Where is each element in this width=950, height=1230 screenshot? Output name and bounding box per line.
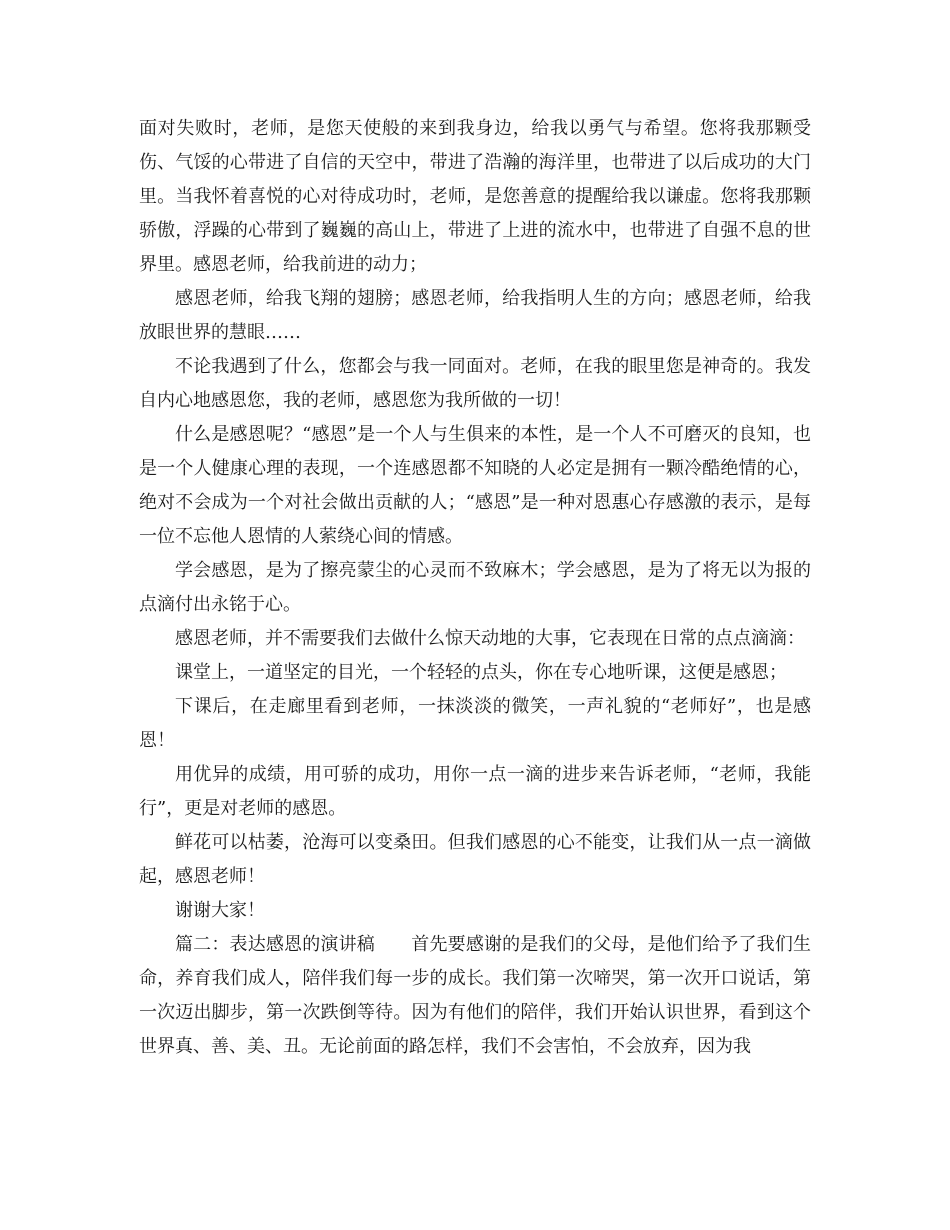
document-page [139,112,811,1064]
paragraph: 感恩老师，给我飞翔的翅膀；感恩老师，给我指明人生的方向；感恩老师，给我放眼世界的慧眼…… [139,288,811,343]
paragraph: 用优异的成绩，用可骄的成功，用你一点一滴的进步来告诉老师，“老师，我能行”，更是对老师的感恩。 [139,764,811,819]
paragraph: 不论我遇到了什么，您都会与我一同面对。老师，在我的眼里您是神奇的。我发自内心地感恩您，我的老师，感恩您为我所做的一切！ [139,356,811,411]
paragraph: 篇二：表达感恩的演讲稿 首先要感谢的是我们的父母，是他们给予了我们生命，养育我们成人，陪伴我们每一步的成长。我们第一次啼哭，第一次开口说话，第一次迈出脚步，第一次跌倒等待。因为有他们的陪伴，我们开始认识世界，看到这个世界真、善、美、丑。无论前面的路怎样，我们不会害怕，不会放弃，因为我 [139,934,811,1057]
paragraph: 感恩老师，并不需要我们去做什么惊天动地的大事，它表现在日常的点点滴滴： [175,628,805,649]
paragraph: 什么是感恩呢？“感恩”是一个人与生俱来的本性，是一个人不可磨灭的良知，也是一个人健康心理的表现，一个连感恩都不知晓的人必定是拥有一颗冷酷绝情的心，绝对不会成为一个对社会做出贡献的人；“感恩”是一种对恩惠心存感激的表示，是每一位不忘他人恩情的人萦绕心间的情感。 [139,424,811,547]
paragraph: 鲜花可以枯萎，沧海可以变桑田。但我们感恩的心不能变，让我们从一点一滴做起，感恩老师！ [139,832,811,887]
paragraph: 面对失败时，老师，是您天使般的来到我身边，给我以勇气与希望。您将我那颗受伤、气馁的心带进了自信的天空中，带进了浩瀚的海洋里，也带进了以后成功的大门里。当我怀着喜悦的心对待成功时，老师，是您善意的提醒给我以谦虚。您将我那颗骄傲，浮躁的心带到了巍巍的高山上，带进了上进的流水中，也带进了自强不息的世界里。感恩老师，给我前进的动力； [139,118,811,275]
paragraph: 学会感恩，是为了擦亮蒙尘的心灵而不致麻木；学会感恩，是为了将无以为报的点滴付出永铭于心。 [139,560,811,615]
paragraph: 课堂上，一道坚定的目光，一个轻轻的点头，你在专心地听课，这便是感恩； [175,662,787,683]
paragraph: 谢谢大家！ [175,900,265,921]
paragraph: 下课后，在走廊里看到老师，一抹淡淡的微笑，一声礼貌的“老师好”，也是感恩！ [139,696,811,751]
